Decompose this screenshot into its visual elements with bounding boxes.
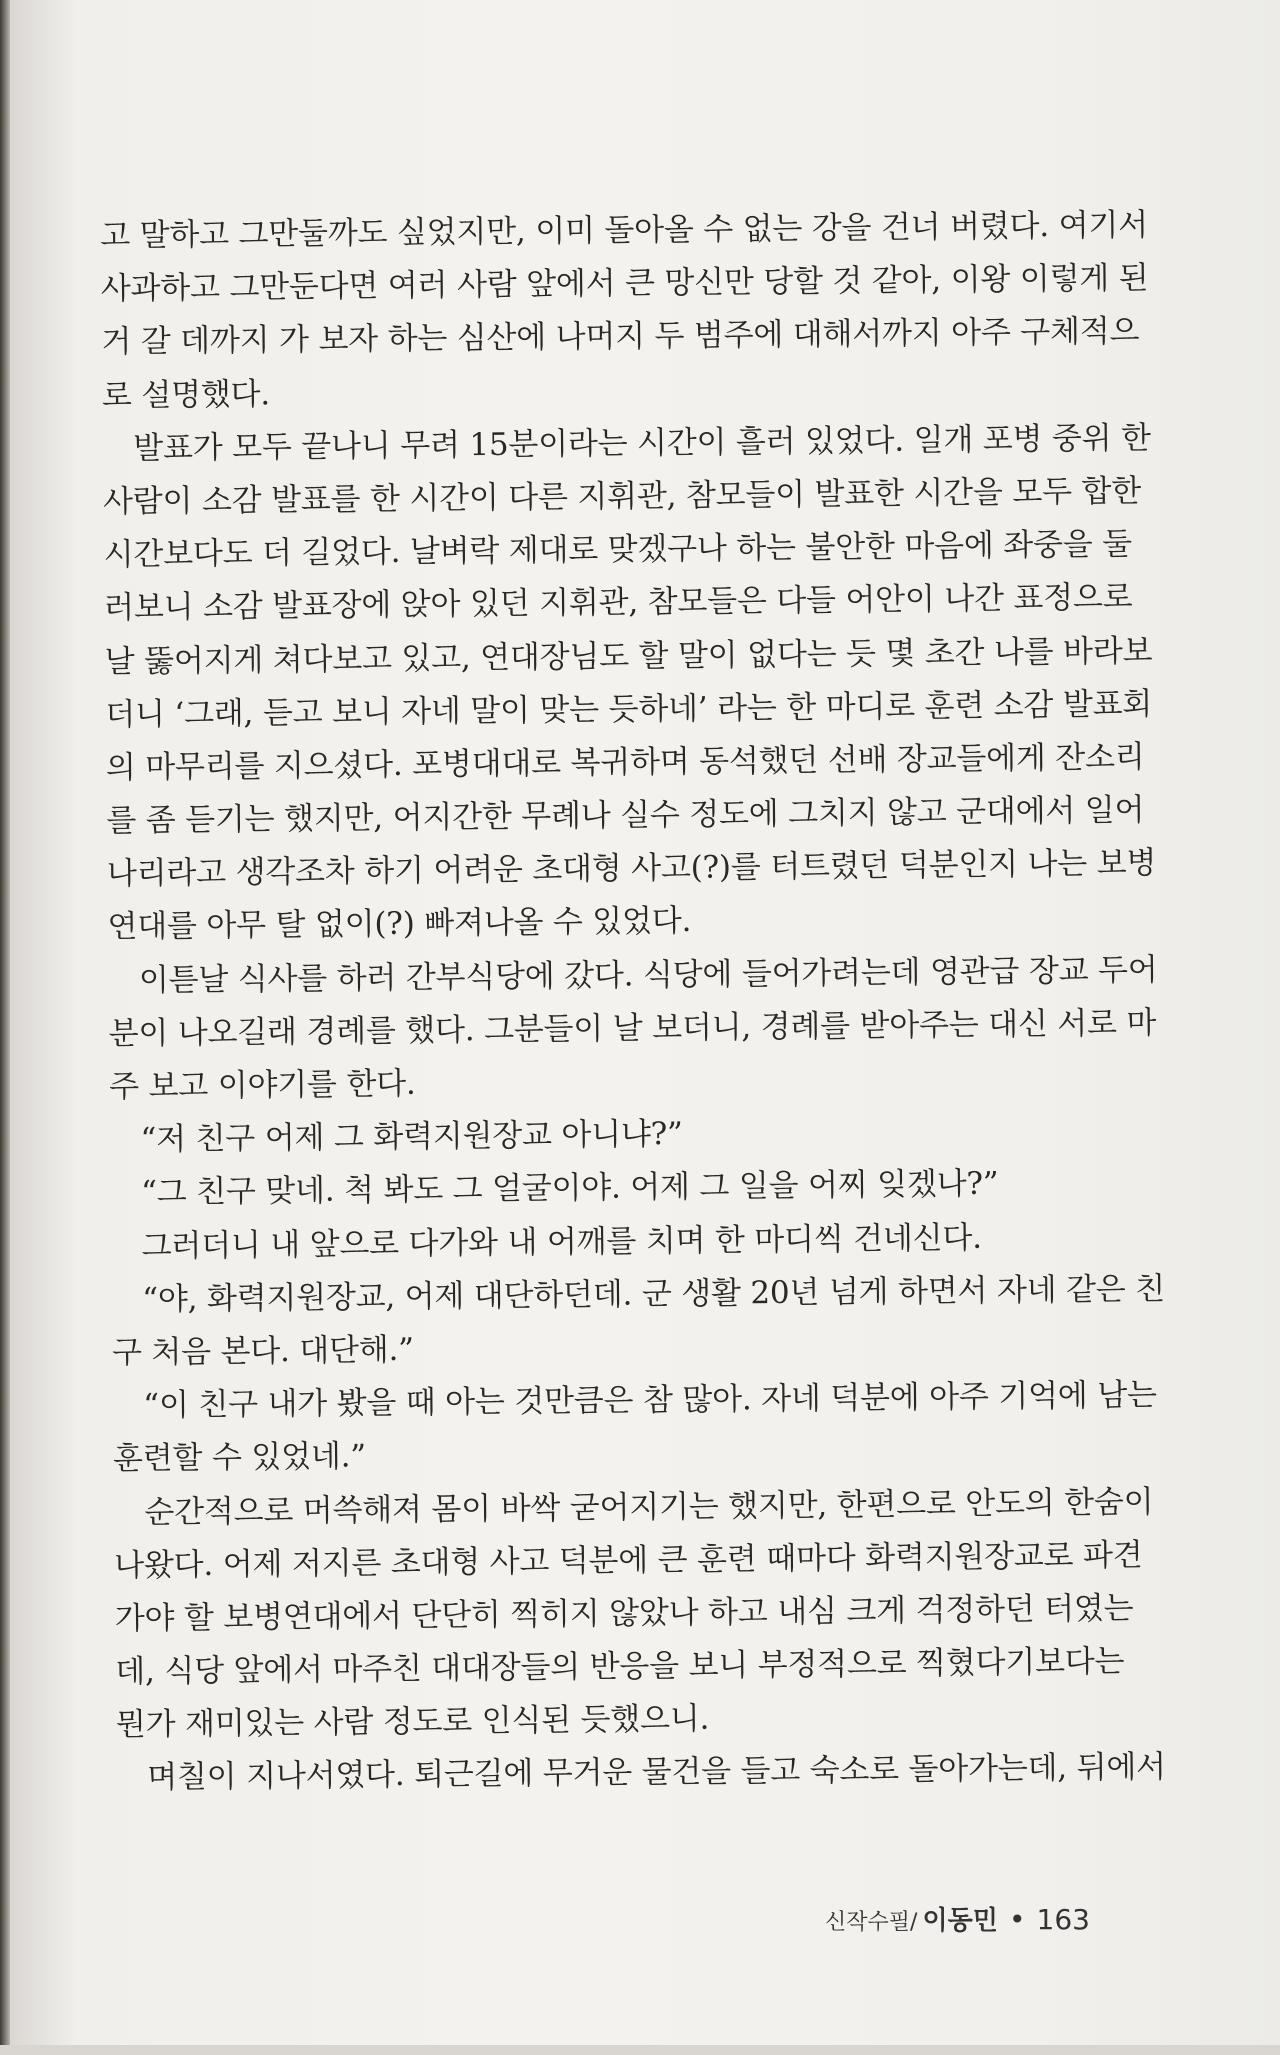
- text-line: “야, 화력지원장교, 어제 대단하던데. 군 생활 20년 넘게 하면서 자네 같은 친: [111, 1270, 1166, 1318]
- text-line: 거 갈 데까지 가 보자 하는 심산에 나머지 두 범주에 대해서까지 아주 구체적으: [101, 313, 1140, 361]
- text-line: 분이 나오길래 경례를 했다. 그분들이 날 보더니, 경례를 받아주는 대신 서로 마: [108, 1004, 1157, 1052]
- text-line: “이 친구 내가 봤을 때 아는 것만큼은 참 많아. 자네 덕분에 아주 기억에 남는: [112, 1377, 1157, 1425]
- page-left-edge-shadow: [0, 0, 10, 2055]
- text-line: 사과하고 그만둔다면 여러 사람 앞에서 큰 망신만 당할 것 같아, 이왕 이렇게 된: [100, 260, 1149, 308]
- text-line: 며칠이 지나서였다. 퇴근길에 무거운 물건을 들고 숙소로 돌아가는데, 뒤에서: [116, 1749, 1167, 1797]
- footer-bullet: •: [1008, 1903, 1026, 1936]
- text-line: 구 처음 본다. 대단해.”: [111, 1331, 415, 1371]
- text-line: 날 뚫어지게 쳐다보고 있고, 연대장님도 할 말이 없다는 듯 몇 초간 나를 바라보: [104, 632, 1153, 680]
- text-line: 발표가 모두 끝나니 무려 15분이라는 시간이 흘러 있었다. 일개 포병 중위 한: [102, 419, 1151, 467]
- page-footer: [760, 1900, 1090, 1937]
- page-number: 163: [1036, 1903, 1090, 1936]
- text-line: 로 설명했다.: [101, 375, 271, 414]
- footer-author: 이동민: [922, 1906, 998, 1936]
- text-line: 뭔가 재미있는 사람 정도로 인식된 듯했으니.: [115, 1700, 710, 1744]
- text-line: 나리라고 생각조차 하기 어려운 초대형 사고(?)를 터트렸던 덕분인지 나는 보병: [106, 845, 1157, 893]
- text-line: 시간보다도 더 길었다. 날벼락 제대로 맞겠구나 하는 불안한 마음에 좌중을 둘: [103, 526, 1133, 574]
- text-line: 더니 ‘그래, 듣고 보니 자네 말이 맞는 듯하네’ 라는 한 마디로 훈련 소감 발표회: [105, 685, 1153, 733]
- text-line: 고 말하고 그만둘까도 싶었지만, 이미 돌아올 수 없는 강을 건너 버렸다. 여기서: [100, 207, 1149, 254]
- text-line: 연대를 아무 탈 없이(?) 빠져나올 수 있었다.: [107, 903, 692, 946]
- body-text: [100, 200, 1167, 1806]
- text-line: 훈련할 수 있었네.”: [112, 1438, 367, 1478]
- text-line: 사람이 소감 발표를 한 시간이 다른 지휘관, 참모들이 발표한 시간을 모두 합한: [102, 473, 1142, 520]
- text-line: “저 친구 어제 그 화력지원장교 아니냐?”: [109, 1116, 683, 1159]
- text-line: 주 보고 이야기를 한다.: [108, 1065, 416, 1105]
- text-line: “그 친구 맞네. 척 봐도 그 얼굴이야. 어제 그 일을 어찌 잊겠나?”: [110, 1166, 999, 1212]
- text-line: 나왔다. 어제 저지른 초대형 사고 덕분에 큰 훈련 때마다 화력지원장교로 파견: [114, 1536, 1143, 1584]
- text-line: 가야 할 보병연대에서 단단히 찍히지 않았나 하고 내심 크게 걱정하던 터였는: [114, 1590, 1134, 1637]
- text-line: 를 좀 듣기는 했지만, 어지간한 무례나 실수 정도에 그치지 않고 군대에서 일어: [106, 792, 1145, 840]
- footer-series: 신작수필/: [824, 1910, 918, 1935]
- text-line: 의 마무리를 지으셨다. 포병대대로 복귀하며 동석했던 선배 장교들에게 잔소리: [105, 738, 1145, 786]
- text-line: 이튿날 식사를 하러 간부식당에 갔다. 식당에 들어가려는데 영관급 장교 두어: [107, 951, 1158, 999]
- text-line: 러보니 소감 발표장에 앉아 있던 지휘관, 참모들은 다들 어안이 나간 표정으로: [103, 579, 1133, 627]
- text-line: 그러더니 내 앞으로 다가와 내 어깨를 치며 한 마디씩 건네신다.: [110, 1219, 982, 1265]
- page-bottom-edge: [0, 2045, 1280, 2055]
- text-line: 데, 식당 앞에서 마주친 대대장들의 반응을 보니 부정적으로 찍혔다기보다는: [115, 1643, 1125, 1690]
- text-line: 순간적으로 머쓱해져 몸이 바싹 굳어지기는 했지만, 한편으로 안도의 한숨이: [113, 1483, 1154, 1531]
